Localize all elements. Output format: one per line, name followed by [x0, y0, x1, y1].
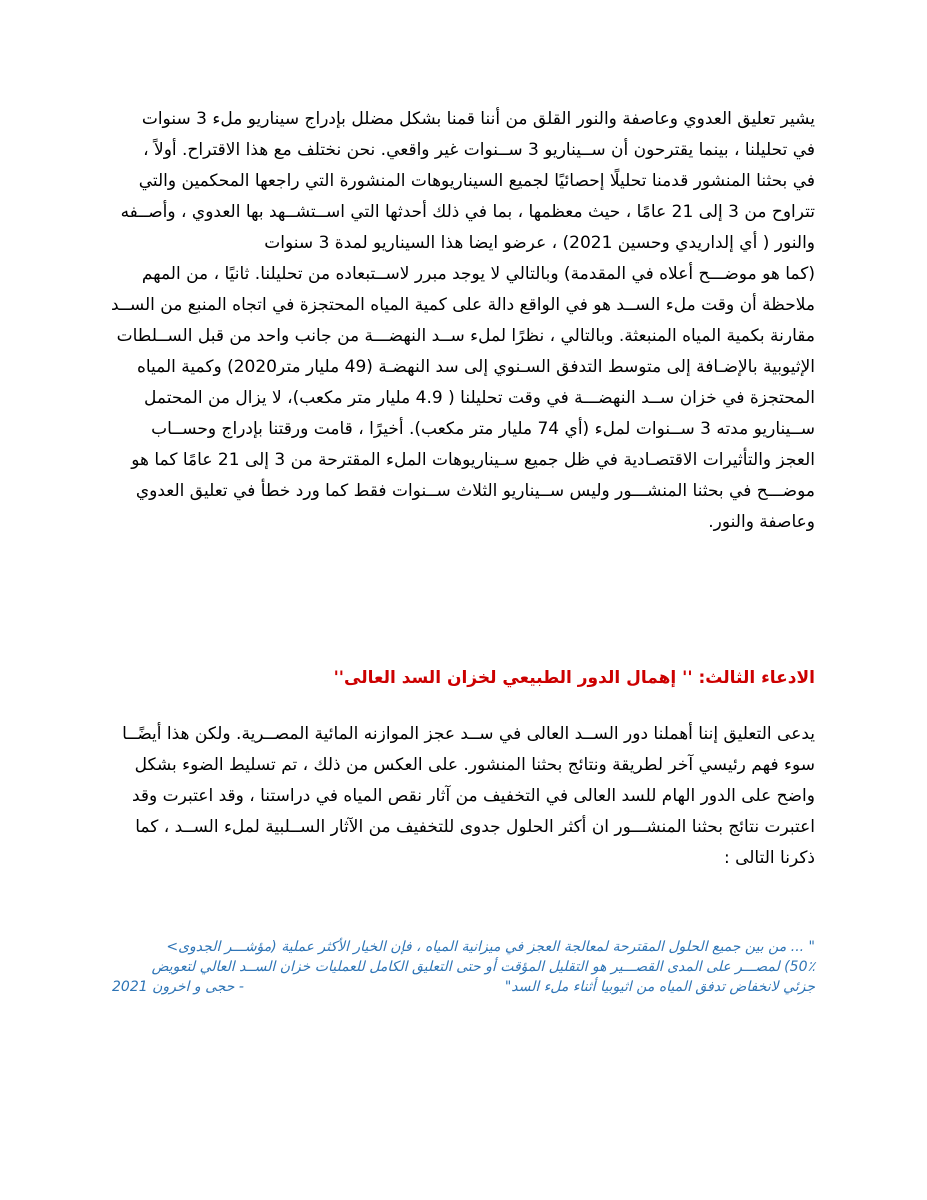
paragraph-line: الإثيوبية بالإضـافة إلى متوسط التدفق السـنوي إلى سد النهضـة (49 مليار متر2020) وكمية المياه — [136, 357, 815, 377]
paragraph-line: المحتجزة في خزان ســد النهضـــة في وقت تحليلنا ( 4.9 مليار متر مكعب)، لا يزال من المحتمل — [144, 388, 815, 408]
paragraph-line: ســيناريو مدته 3 ســنوات لملء (أي 74 مليار متر مكعب). أخيرًا ، قامت ورقتنا بإدراج وحســاب — [151, 419, 815, 439]
paragraph-line: واضح على الدور الهام للسد العالى في التخفيف من آثار نقص المياه في دراستنا ، وقد اعتبرت وقد — [132, 786, 815, 806]
quote-line: 50٪) لمصـــر على المدى القصـــير هو التقليل المؤقت أو حتى التعليق الكامل للعمليات خزان الســد العالي لتعويض — [151, 959, 815, 975]
paragraph-line: ذكرنا التالى : — [723, 848, 815, 868]
paragraph-line: في بحثنا المنشور قدمنا تحليلًا إحصائيًا لجميع السيناريوهات المنشورة التي راجعها المحكمين والتي — [138, 171, 815, 191]
paragraph-line: والنور ( أي إلداريدي وحسين 2021) ، عرضو ايضا هذا السيناريو لمدة 3 سنوات — [264, 233, 815, 253]
paragraph-line: موضـــح في بحثنا المنشـــور وليس ســيناريو الثلاث ســنوات فقط كما ورد خطأ في تعليق العدوي — [135, 481, 815, 501]
paragraph-line: في تحليلنا ، بينما يقترحون أن ســيناريو 3 ســنوات غير واقعي. نحن نختلف مع هذا الاقتراح. أولاً ، — [143, 140, 815, 160]
paragraph-line: وعاصفة والنور. — [708, 512, 815, 532]
paragraph-response-third-claim — [112, 719, 815, 874]
paragraph-line: ملاحظة أن وقت ملء الســد هو في الواقع دالة على كمية المياه المحتجزة في اتجاه المنبع من الســد — [110, 295, 815, 315]
paragraph-line: يشير تعليق العدوي وعاصفة والنور القلق من أننا قمنا بشكل مضلل بإدراج سيناريو ملء 3 سنوات — [141, 109, 815, 129]
paragraph-line: العجز والتأثيرات الاقتصـادية في ظل جميع سـيناريوهات الملء المقترحة من 3 إلى 21 عامًا كما هو — [131, 450, 815, 470]
quote-line: جزئي لانخفاض تدفق المياه من اثيوبيا أثناء ملء السد" — [504, 979, 815, 995]
quote-citation: - حجى و اخرون 2021 — [112, 979, 244, 995]
paragraph-line: يدعى التعليق إننا أهملنا دور الســد العالى في ســد عجز الموازنه المائية المصــرية. ولكن هذا أيضًــا — [122, 724, 815, 744]
paragraph-response-second-claim — [112, 104, 815, 538]
paragraph-line: تتراوح من 3 إلى 21 عامًا ، حيث معظمها ، بما في ذلك أحدثها التي اســتشــهد بها العدوي ، وأصــفه — [120, 202, 815, 222]
quote-line: " ... من بين جميع الحلول المقترحة لمعالجة العجز في ميزانية المياه ، فإن الخيار الأكثر عملية (مؤشـــر الجدوى> — [166, 939, 815, 955]
paragraph-line: سوء فهم رئيسي آخر لطريقة ونتائج بحثنا المنشور. على العكس من ذلك ، تم تسليط الضوء بشكل — [134, 755, 815, 775]
paragraph-line: مقارنة بكمية المياه المنبعثة. وبالتالي ، نظرًا لملء ســد النهضـــة من جانب واحد من قبل الســلطات — [116, 326, 815, 346]
section-heading-third-claim: الادعاء الثالث: '' إهمال الدور الطبيعي لخزان السد العالى'' — [333, 668, 815, 688]
quote-last-line — [112, 977, 815, 997]
paragraph-line: (كما هو موضـــح أعلاه في المقدمة) وبالتالي لا يوجد مبرر لاســتبعاده من تحليلنا. ثانيًا ، من المهم — [141, 264, 815, 284]
paragraph-line: اعتبرت نتائج بحثنا المنشـــور ان أكثر الحلول جدوى للتخفيف من الآثار الســلبية لملء الســد ، كما — [135, 817, 815, 837]
quoted-excerpt — [112, 937, 815, 997]
